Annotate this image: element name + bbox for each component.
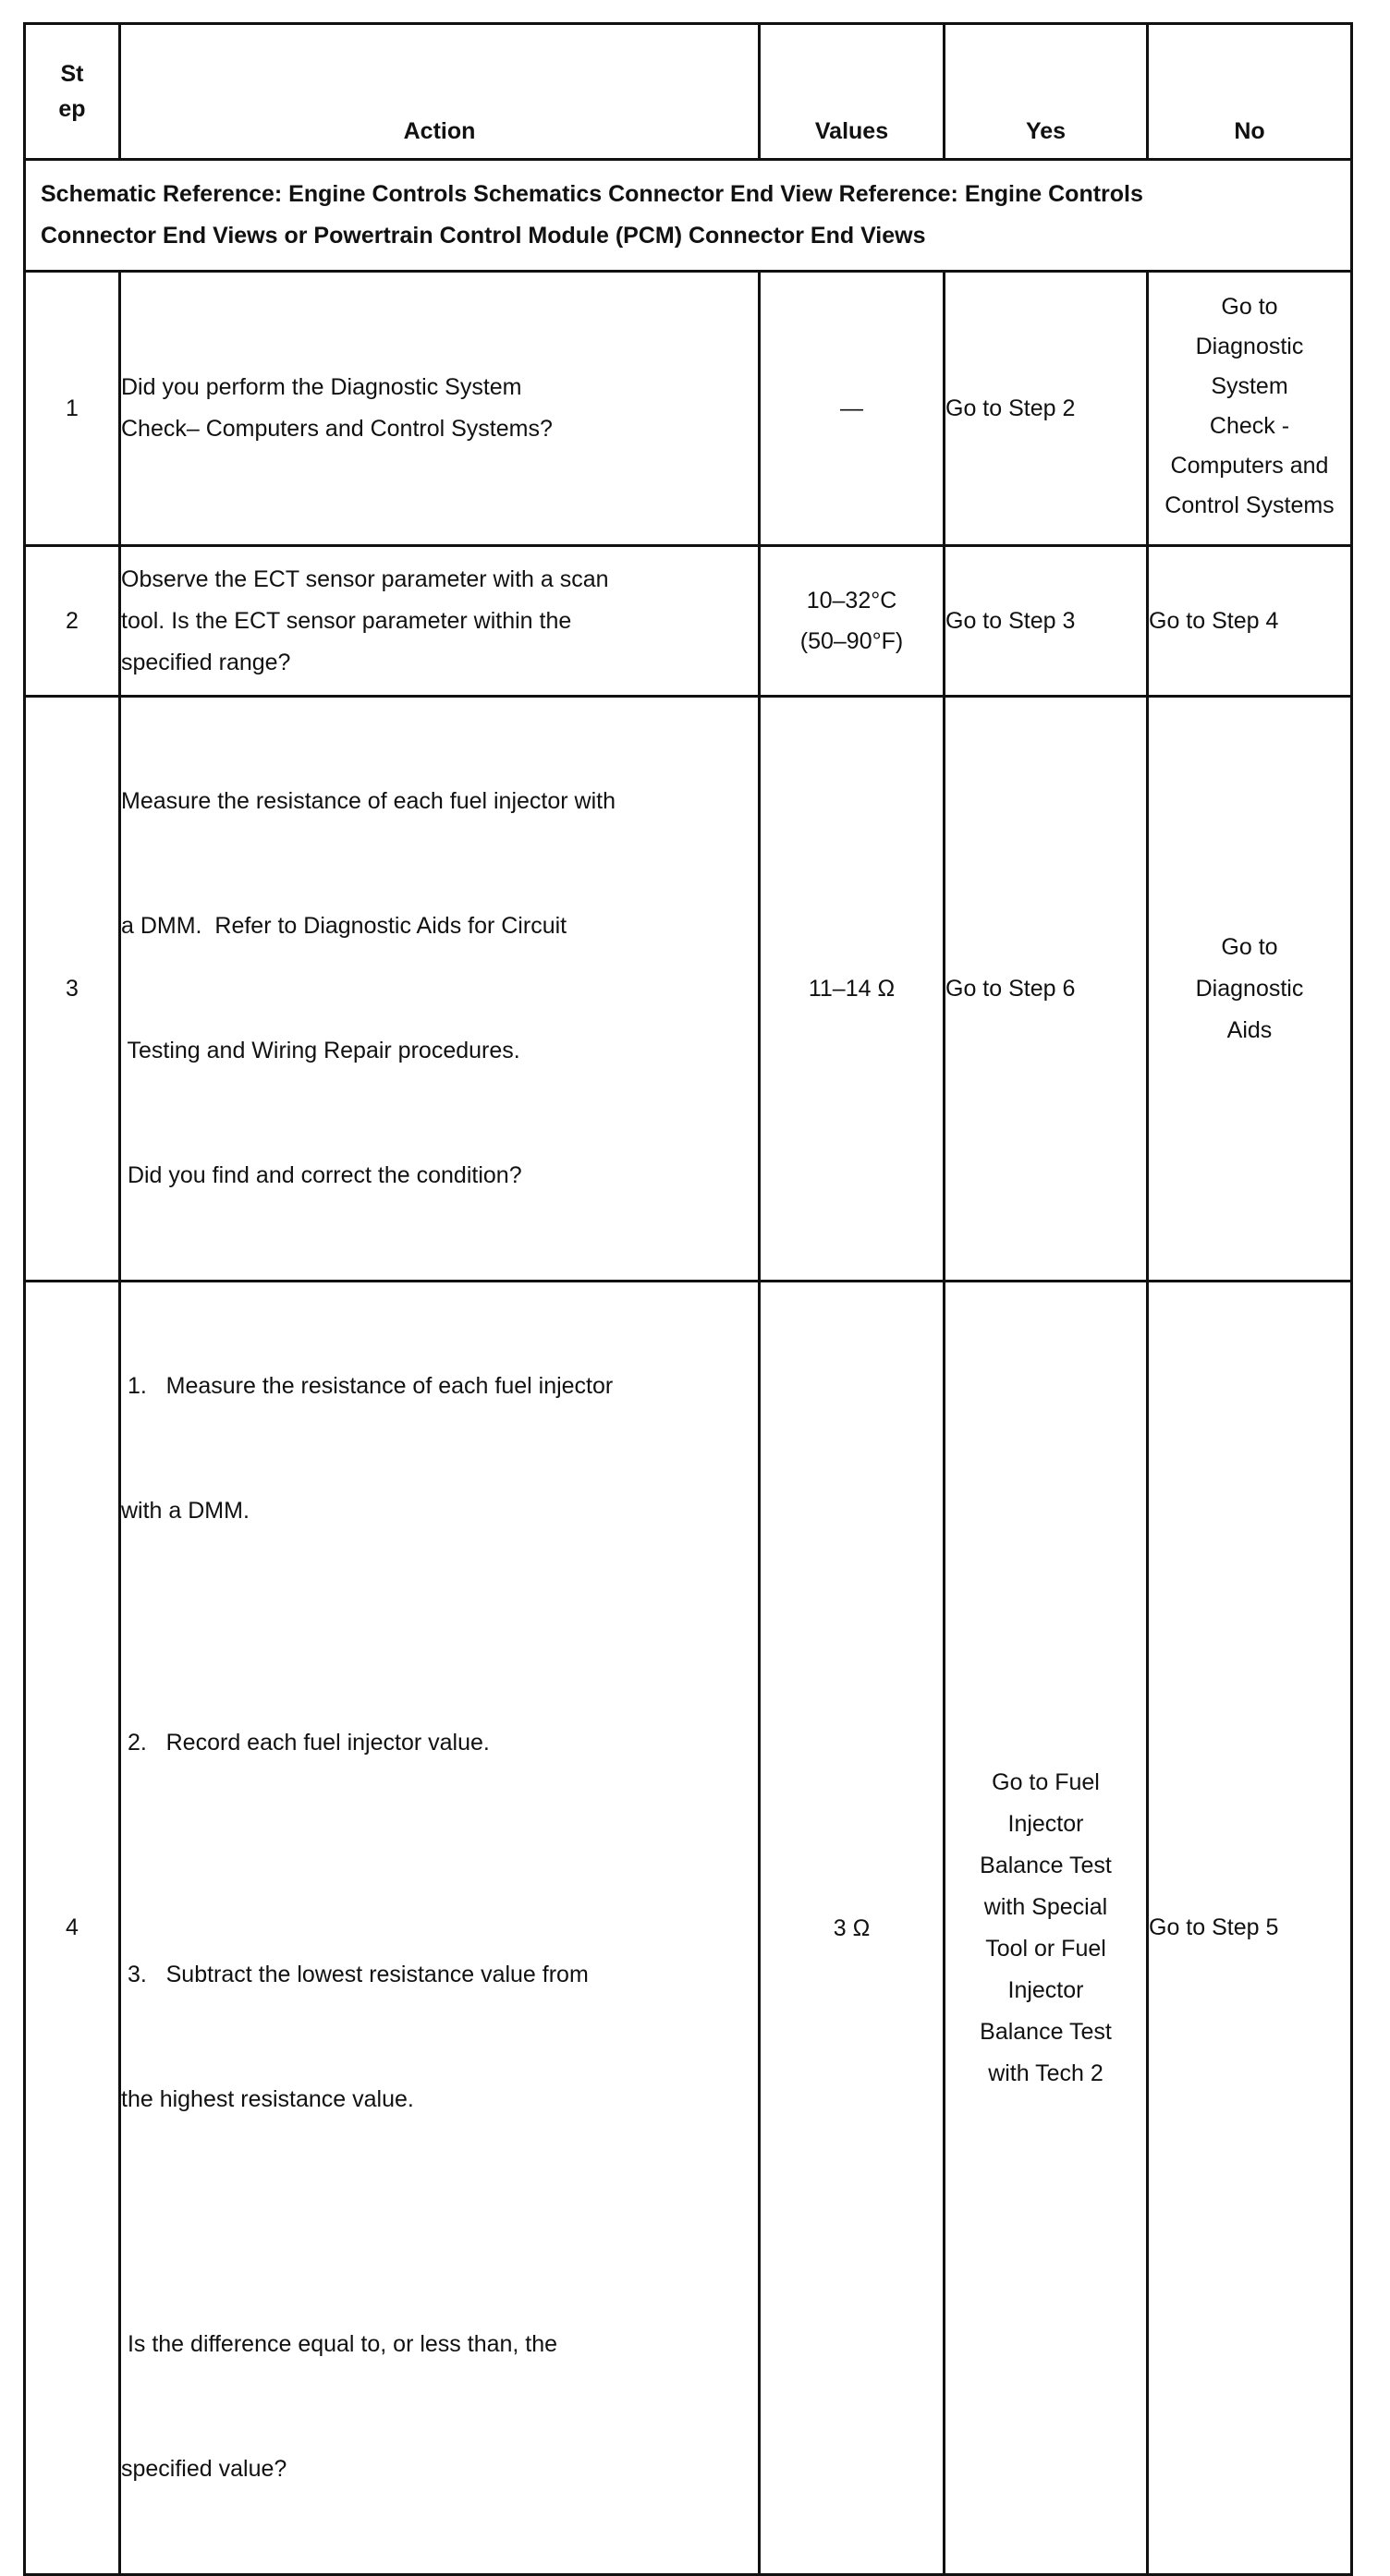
header-action: Action <box>120 24 760 160</box>
schematic-reference <box>25 160 1352 272</box>
table-row <box>25 697 1352 1282</box>
action-line: Measure the resistance of each fuel injector with <box>121 788 616 814</box>
spacer <box>121 1615 758 1639</box>
action-line: a DMM. Refer to Diagnostic Aids for Circuit <box>121 913 567 939</box>
action-line: Did you find and correct the condition? <box>121 1162 522 1188</box>
yes-cell <box>945 1282 1148 2575</box>
yes-cell: Go to Step 6 <box>945 697 1148 1282</box>
no-line: Diagnostic <box>1195 975 1304 1002</box>
action-item-1-cont: with a DMM. <box>121 1498 250 1524</box>
action-line: Did you perform the Diagnostic System <box>121 374 522 400</box>
action-item-2: 2. Record each fuel injector value. <box>121 1730 490 1756</box>
reference-line1: Schematic Reference: Engine Controls Schematics Connector End View Reference: Engine Controls <box>41 181 1143 207</box>
action-item-3: 3. Subtract the lowest resistance value from <box>121 1962 589 1987</box>
yes-cell: Go to Step 3 <box>945 546 1148 697</box>
header-step-line2: ep <box>58 96 86 122</box>
action-cell <box>120 272 760 546</box>
no-cell: Go to Step 4 <box>1148 546 1352 697</box>
no-line: Control Systems <box>1164 492 1335 518</box>
no-line: Go to <box>1221 933 1278 960</box>
yes-line: with Tech 2 <box>988 2060 1103 2086</box>
yes-line: Balance Test <box>980 1852 1112 1878</box>
no-line: Aids <box>1226 1016 1273 1043</box>
action-line: Check– Computers and Control Systems? <box>121 416 553 442</box>
header-step <box>25 24 120 160</box>
table-header-row <box>25 24 1352 160</box>
table-row <box>25 1282 1352 2575</box>
no-line: System <box>1211 373 1288 399</box>
action-cell <box>120 697 760 1282</box>
header-no: No <box>1148 24 1352 160</box>
header-step-line1: St <box>60 61 84 87</box>
table-row <box>25 272 1352 546</box>
values-line: (50–90°F) <box>799 628 904 654</box>
step-number: 3 <box>25 697 120 1282</box>
no-line: Check - <box>1209 413 1290 439</box>
values-line: 10–32°C <box>806 588 897 614</box>
spacer <box>121 2204 758 2241</box>
step-number: 4 <box>25 1282 120 2575</box>
reference-line2: Connector End Views or Powertrain Control Module (PCM) Connector End Views <box>41 223 926 249</box>
values-cell: 11–14 Ω <box>760 697 945 1282</box>
yes-line: Injector <box>1007 1810 1084 1837</box>
action-item-1: 1. Measure the resistance of each fuel injector <box>121 1373 614 1399</box>
no-cell <box>1148 272 1352 546</box>
diagnostic-table <box>23 22 1353 2576</box>
action-line: Observe the ECT sensor parameter with a scan <box>121 565 609 592</box>
header-values: Values <box>760 24 945 160</box>
action-line: tool. Is the ECT sensor parameter within the <box>121 607 572 634</box>
step-number: 2 <box>25 546 120 697</box>
no-line: Computers and <box>1170 453 1329 479</box>
yes-line: Tool or Fuel <box>985 1935 1106 1962</box>
no-line: Go to <box>1221 294 1278 320</box>
values-cell: 3 Ω <box>760 1282 945 2575</box>
action-line: Testing and Wiring Repair procedures. <box>121 1038 520 1063</box>
no-line: Diagnostic <box>1195 334 1304 359</box>
yes-line: Balance Test <box>980 2018 1112 2045</box>
action-cell <box>120 546 760 697</box>
action-item-3-cont: the highest resistance value. <box>121 2086 414 2112</box>
step-number: 1 <box>25 272 120 546</box>
yes-line: with Special <box>983 1893 1108 1920</box>
spacer <box>121 1847 758 1871</box>
no-cell: Go to Step 5 <box>1148 1282 1352 2575</box>
yes-line: Go to Fuel <box>992 1768 1100 1795</box>
header-yes: Yes <box>945 24 1148 160</box>
table-row <box>25 546 1352 697</box>
reference-row <box>25 160 1352 272</box>
action-question-cont: specified value? <box>121 2456 287 2482</box>
yes-line: Injector <box>1007 1976 1084 2003</box>
yes-cell: Go to Step 2 <box>945 272 1148 546</box>
action-line: specified range? <box>121 649 291 675</box>
no-cell <box>1148 697 1352 1282</box>
action-cell <box>120 1282 760 2575</box>
values-cell: — <box>760 272 945 546</box>
values-cell <box>760 546 945 697</box>
action-question: Is the difference equal to, or less than, the <box>121 2331 558 2357</box>
